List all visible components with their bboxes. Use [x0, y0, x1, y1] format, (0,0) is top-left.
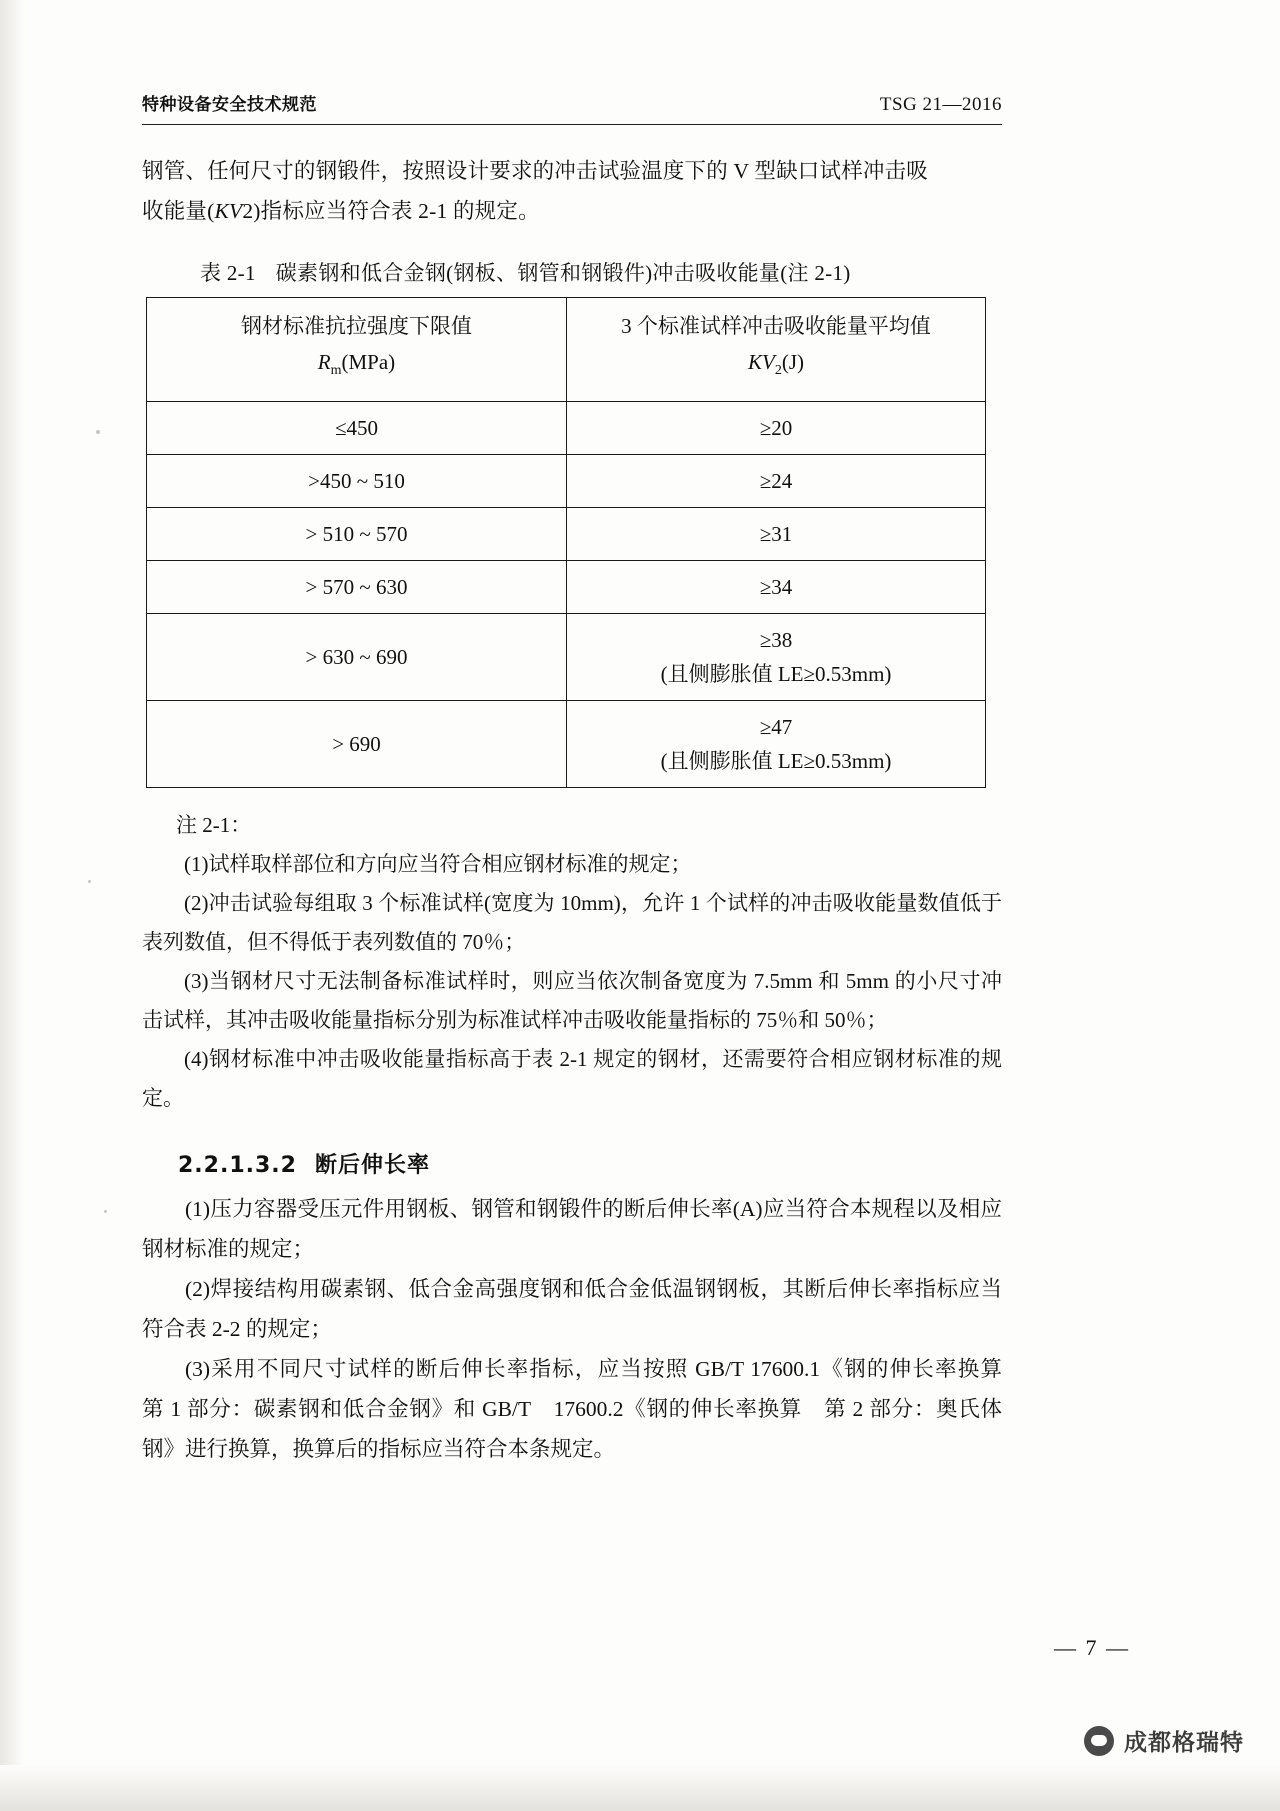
- rm-symbol: R: [317, 350, 331, 374]
- cell-strength: >450 ~ 510: [147, 455, 567, 508]
- intro-line-2-prefix: 收能量(: [142, 199, 215, 223]
- scan-speck: [88, 880, 91, 883]
- cell-energy-extra: (且侧膨胀值 LE≥0.53mm): [660, 749, 892, 774]
- section-number: 2.2.1.3.2: [178, 1153, 297, 1179]
- note-item: (3)当钢材尺寸无法制备标准试样时，则应当依次制备宽度为 7.5mm 和 5mm 的小尺寸冲击试样，其冲击吸收能量指标分别为标准试样冲击吸收能量指标的 75％和 50％；: [142, 969, 1002, 1033]
- scan-speck: [104, 1210, 107, 1213]
- cell-energy: [567, 701, 986, 788]
- section-heading: [178, 1148, 1002, 1179]
- kv-subscript: 2: [242, 199, 254, 223]
- page-header: [142, 90, 1002, 122]
- note-item: (2)冲击试验每组取 3 个标准试样(宽度为 10mm)，允许 1 个试样的冲击吸收能量数值低于表列数值，但不得低于表列数值的 70％；: [142, 891, 1002, 955]
- rm-unit: (MPa): [341, 350, 396, 374]
- page-number: — 7 —: [1054, 1635, 1130, 1660]
- header-strength-line1: 钢材标准抗拉强度下限值: [241, 314, 472, 338]
- intro-line-2-suffix: )指标应当符合表 2-1 的规定。: [253, 199, 540, 223]
- cell-energy: ≥20: [567, 402, 986, 455]
- kv2-unit: (J): [781, 350, 804, 374]
- rm-subscript: m: [330, 363, 342, 379]
- section-paragraph: (1)压力容器受压元件用钢板、钢管和钢锻件的断后伸长率(A)应当符合本规程以及相应钢材标准的规定；: [142, 1197, 1002, 1262]
- cell-strength: > 690: [147, 701, 567, 788]
- header-code-right: TSG 21—2016: [879, 94, 1002, 115]
- intro-line-1: 钢管、任何尺寸的钢锻件，按照设计要求的冲击试验温度下的 V 型缺口试样冲击吸: [142, 159, 928, 183]
- table-row: [147, 402, 986, 455]
- section-paragraph: (3)采用不同尺寸试样的断后伸长率指标，应当按照 GB/T 17600.1《钢的伸长率换算 第 1 部分：碳素钢和低合金钢》和 GB/T 17600.2《钢的伸长率换算 第 2 部分：奥氏体钢》进行换算，换算后的指标应当符合本条规定。: [142, 1357, 1024, 1462]
- cell-strength: > 630 ~ 690: [147, 614, 567, 701]
- table-row: [147, 701, 986, 788]
- intro-paragraph: [142, 151, 1002, 231]
- wechat-icon: [1084, 1726, 1114, 1756]
- table-row: [147, 561, 986, 614]
- scan-edge-bottom: [0, 1765, 1280, 1811]
- table-row: [147, 508, 986, 561]
- table-header-row: [147, 298, 986, 402]
- kv-symbol: KV: [214, 199, 243, 223]
- cell-energy-value: ≥47: [759, 715, 793, 740]
- scan-edge-left: [0, 0, 24, 1811]
- header-energy-line2: [571, 344, 981, 389]
- header-title-left: 特种设备安全技术规范: [142, 95, 317, 115]
- cell-strength: > 510 ~ 570: [147, 508, 567, 561]
- note-item: (1)试样取样部位和方向应当符合相应钢材标准的规定；: [184, 852, 692, 877]
- section-paragraph: (2)焊接结构用碳素钢、低合金高强度钢和低合金低温钢钢板，其断后伸长率指标应当符合表 2-2 的规定；: [142, 1277, 1002, 1342]
- table-row: [147, 614, 986, 701]
- cell-energy: ≥31: [567, 508, 986, 561]
- cell-energy: ≥34: [567, 561, 986, 614]
- section-paragraphs: [142, 1189, 1024, 1469]
- notes-block: [142, 806, 1002, 1118]
- table-header-strength: [147, 298, 567, 402]
- cell-energy: ≥24: [567, 455, 986, 508]
- table-caption-label: 表 2-1: [200, 261, 256, 285]
- note-item: (4)钢材标准中冲击吸收能量指标高于表 2-1 规定的钢材，还需要符合相应钢材标准的规定。: [142, 1047, 1002, 1111]
- kv2-symbol: KV: [747, 350, 775, 374]
- cell-energy-extra: (且侧膨胀值 LE≥0.53mm): [660, 662, 892, 687]
- cell-energy: [567, 614, 986, 701]
- impact-energy-table: [146, 297, 986, 788]
- cell-energy-value: ≥38: [759, 628, 793, 653]
- notes-title: 注 2-1：: [176, 813, 252, 838]
- cell-strength: ≤450: [147, 402, 567, 455]
- scan-speck: [96, 430, 100, 434]
- cell-strength: > 570 ~ 630: [147, 561, 567, 614]
- header-strength-line2: [151, 344, 562, 389]
- section-title: 断后伸长率: [314, 1153, 430, 1179]
- page-content: [142, 90, 1024, 1469]
- watermark: [1084, 1724, 1244, 1757]
- table-caption: [200, 257, 1002, 287]
- watermark-text: 成都格瑞特: [1124, 1730, 1244, 1756]
- header-divider: [142, 124, 1002, 125]
- table-row: [147, 455, 986, 508]
- table-header-energy: [567, 298, 986, 402]
- table-caption-title: 碳素钢和低合金钢(钢板、钢管和钢锻件)冲击吸收能量(注 2-1): [275, 261, 851, 285]
- header-energy-line1: 3 个标准试样冲击吸收能量平均值: [621, 314, 931, 338]
- kv2-subscript: 2: [774, 363, 782, 379]
